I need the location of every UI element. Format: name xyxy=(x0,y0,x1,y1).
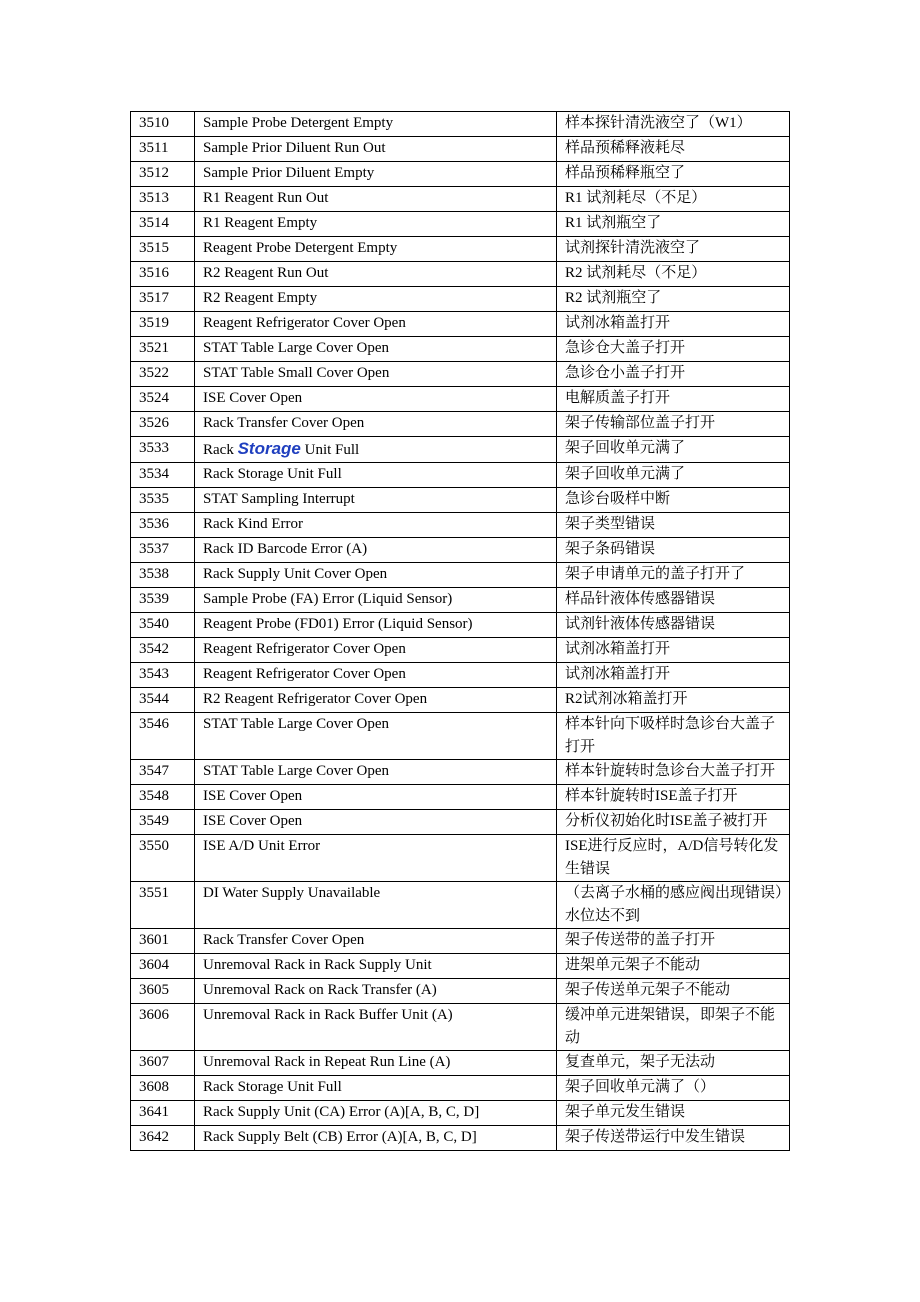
chinese-message-cell: 样品针液体传感器错误 xyxy=(557,588,790,613)
chinese-message-cell: 样品预稀释液耗尽 xyxy=(557,137,790,162)
chinese-message-cell: 样本探针清洗液空了（W1） xyxy=(557,112,790,137)
chinese-message-cell: 样本针旋转时急诊台大盖子打开 xyxy=(557,760,790,785)
english-message-cell: STAT Table Large Cover Open xyxy=(195,713,557,760)
chinese-message-cell: 架子申请单元的盖子打开了 xyxy=(557,563,790,588)
table-row xyxy=(131,954,790,979)
english-message-cell: Rack ID Barcode Error (A) xyxy=(195,538,557,563)
english-message-cell: ISE Cover Open xyxy=(195,387,557,412)
table-row xyxy=(131,262,790,287)
chinese-message-cell: 复查单元，架子无法动 xyxy=(557,1051,790,1076)
chinese-message-cell: 急诊台吸样中断 xyxy=(557,488,790,513)
error-code-cell: 3549 xyxy=(131,810,195,835)
english-message-cell: Rack Transfer Cover Open xyxy=(195,412,557,437)
error-code-cell: 3548 xyxy=(131,785,195,810)
table-row xyxy=(131,137,790,162)
english-message-cell: Rack Kind Error xyxy=(195,513,557,538)
table-row xyxy=(131,513,790,538)
error-code-cell: 3608 xyxy=(131,1076,195,1101)
error-code-cell: 3515 xyxy=(131,237,195,262)
chinese-message-cell: 架子单元发生错误 xyxy=(557,1101,790,1126)
table-row xyxy=(131,287,790,312)
table-row xyxy=(131,1051,790,1076)
table-row xyxy=(131,929,790,954)
error-code-cell: 3536 xyxy=(131,513,195,538)
chinese-message-cell: 架子类型错误 xyxy=(557,513,790,538)
chinese-message-cell: R1 试剂耗尽（不足） xyxy=(557,187,790,212)
english-message-cell: Sample Probe Detergent Empty xyxy=(195,112,557,137)
error-code-cell: 3510 xyxy=(131,112,195,137)
error-code-cell: 3546 xyxy=(131,713,195,760)
error-code-cell: 3604 xyxy=(131,954,195,979)
error-code-cell: 3538 xyxy=(131,563,195,588)
error-code-cell: 3551 xyxy=(131,882,195,929)
english-message-cell: Rack Supply Unit Cover Open xyxy=(195,563,557,588)
table-row xyxy=(131,688,790,713)
error-code-cell: 3521 xyxy=(131,337,195,362)
table-row xyxy=(131,638,790,663)
error-code-cell: 3535 xyxy=(131,488,195,513)
english-message-cell: ISE A/D Unit Error xyxy=(195,835,557,882)
chinese-message-cell: 架子传送带的盖子打开 xyxy=(557,929,790,954)
english-message-cell: Unremoval Rack on Rack Transfer (A) xyxy=(195,979,557,1004)
english-message-cell: Rack Supply Belt (CB) Error (A)[A, B, C, D] xyxy=(195,1126,557,1151)
english-message-cell: Reagent Refrigerator Cover Open xyxy=(195,638,557,663)
table-row xyxy=(131,1004,790,1051)
chinese-message-cell: 试剂冰箱盖打开 xyxy=(557,312,790,337)
error-code-cell: 3642 xyxy=(131,1126,195,1151)
chinese-message-cell: 架子传输部位盖子打开 xyxy=(557,412,790,437)
english-message-cell: R2 Reagent Empty xyxy=(195,287,557,312)
chinese-message-cell: ISE进行反应时，A/D信号转化发生错误 xyxy=(557,835,790,882)
chinese-message-cell: 样品预稀释瓶空了 xyxy=(557,162,790,187)
table-row xyxy=(131,463,790,488)
english-message-cell: R1 Reagent Run Out xyxy=(195,187,557,212)
english-message-cell: Unremoval Rack in Rack Buffer Unit (A) xyxy=(195,1004,557,1051)
error-code-cell: 3519 xyxy=(131,312,195,337)
english-message-cell xyxy=(195,437,557,463)
english-message-cell: Unremoval Rack in Repeat Run Line (A) xyxy=(195,1051,557,1076)
error-code-cell: 3543 xyxy=(131,663,195,688)
error-code-cell: 3601 xyxy=(131,929,195,954)
table-row xyxy=(131,437,790,463)
table-row xyxy=(131,588,790,613)
english-message-cell: R1 Reagent Empty xyxy=(195,212,557,237)
error-code-cell: 3511 xyxy=(131,137,195,162)
chinese-message-cell: 试剂针液体传感器错误 xyxy=(557,613,790,638)
english-message-cell: Rack Transfer Cover Open xyxy=(195,929,557,954)
chinese-message-cell: 架子回收单元满了 xyxy=(557,463,790,488)
error-code-cell: 3534 xyxy=(131,463,195,488)
error-code-cell: 3550 xyxy=(131,835,195,882)
error-code-cell: 3522 xyxy=(131,362,195,387)
chinese-message-cell: 进架单元架子不能动 xyxy=(557,954,790,979)
table-row xyxy=(131,538,790,563)
english-message-cell: STAT Table Large Cover Open xyxy=(195,337,557,362)
table-row xyxy=(131,785,790,810)
english-message-cell: STAT Table Large Cover Open xyxy=(195,760,557,785)
table-row xyxy=(131,187,790,212)
error-table-body xyxy=(131,112,790,1151)
chinese-message-cell: R1 试剂瓶空了 xyxy=(557,212,790,237)
table-row xyxy=(131,488,790,513)
english-message-cell: R2 Reagent Refrigerator Cover Open xyxy=(195,688,557,713)
table-row xyxy=(131,362,790,387)
chinese-message-cell: 架子回收单元满了（） xyxy=(557,1076,790,1101)
table-row xyxy=(131,713,790,760)
error-code-cell: 3526 xyxy=(131,412,195,437)
chinese-message-cell: 架子条码错误 xyxy=(557,538,790,563)
chinese-message-cell: 分析仪初始化时ISE盖子被打开 xyxy=(557,810,790,835)
table-row xyxy=(131,563,790,588)
message-fragment: Rack xyxy=(203,442,238,458)
table-row xyxy=(131,613,790,638)
error-code-cell: 3607 xyxy=(131,1051,195,1076)
english-message-cell: Rack Storage Unit Full xyxy=(195,463,557,488)
english-message-cell: STAT Sampling Interrupt xyxy=(195,488,557,513)
table-row xyxy=(131,212,790,237)
error-code-cell: 3539 xyxy=(131,588,195,613)
table-row xyxy=(131,162,790,187)
table-row xyxy=(131,663,790,688)
error-code-cell: 3544 xyxy=(131,688,195,713)
error-code-cell: 3547 xyxy=(131,760,195,785)
message-fragment: Unit Full xyxy=(300,442,360,458)
error-code-cell: 3512 xyxy=(131,162,195,187)
english-message-cell: R2 Reagent Run Out xyxy=(195,262,557,287)
chinese-message-cell: （去离子水桶的感应阀出现错误）水位达不到 xyxy=(557,882,790,929)
table-row xyxy=(131,979,790,1004)
english-message-cell: Rack Storage Unit Full xyxy=(195,1076,557,1101)
english-message-cell: Reagent Refrigerator Cover Open xyxy=(195,312,557,337)
error-code-cell: 3533 xyxy=(131,437,195,463)
error-code-cell: 3514 xyxy=(131,212,195,237)
error-code-cell: 3605 xyxy=(131,979,195,1004)
english-message-cell: Reagent Probe Detergent Empty xyxy=(195,237,557,262)
table-row xyxy=(131,387,790,412)
chinese-message-cell: R2试剂冰箱盖打开 xyxy=(557,688,790,713)
english-message-cell: Reagent Probe (FD01) Error (Liquid Sensor) xyxy=(195,613,557,638)
error-code-cell: 3524 xyxy=(131,387,195,412)
english-message-cell: ISE Cover Open xyxy=(195,785,557,810)
english-message-cell: DI Water Supply Unavailable xyxy=(195,882,557,929)
table-row xyxy=(131,112,790,137)
chinese-message-cell: 电解质盖子打开 xyxy=(557,387,790,412)
table-row xyxy=(131,1126,790,1151)
table-row xyxy=(131,882,790,929)
table-row xyxy=(131,810,790,835)
error-code-cell: 3517 xyxy=(131,287,195,312)
table-row xyxy=(131,412,790,437)
error-code-cell: 3606 xyxy=(131,1004,195,1051)
error-code-cell: 3542 xyxy=(131,638,195,663)
chinese-message-cell: 缓冲单元进架错误，即架子不能动 xyxy=(557,1004,790,1051)
chinese-message-cell: 样本针向下吸样时急诊台大盖子打开 xyxy=(557,713,790,760)
chinese-message-cell: 试剂冰箱盖打开 xyxy=(557,638,790,663)
english-message-cell: Sample Prior Diluent Empty xyxy=(195,162,557,187)
table-row xyxy=(131,1076,790,1101)
table-row xyxy=(131,1101,790,1126)
english-message-cell: Sample Prior Diluent Run Out xyxy=(195,137,557,162)
english-message-cell: STAT Table Small Cover Open xyxy=(195,362,557,387)
chinese-message-cell: 样本针旋转时ISE盖子打开 xyxy=(557,785,790,810)
table-row xyxy=(131,760,790,785)
error-code-cell: 3537 xyxy=(131,538,195,563)
english-message-cell: Reagent Refrigerator Cover Open xyxy=(195,663,557,688)
english-message-cell: ISE Cover Open xyxy=(195,810,557,835)
table-row xyxy=(131,237,790,262)
english-message-cell: Sample Probe (FA) Error (Liquid Sensor) xyxy=(195,588,557,613)
chinese-message-cell: 试剂冰箱盖打开 xyxy=(557,663,790,688)
chinese-message-cell: 急诊仓大盖子打开 xyxy=(557,337,790,362)
error-code-cell: 3540 xyxy=(131,613,195,638)
chinese-message-cell: 架子传送带运行中发生错误 xyxy=(557,1126,790,1151)
chinese-message-cell: R2 试剂瓶空了 xyxy=(557,287,790,312)
chinese-message-cell: R2 试剂耗尽（不足） xyxy=(557,262,790,287)
chinese-message-cell: 架子传送单元架子不能动 xyxy=(557,979,790,1004)
error-code-cell: 3641 xyxy=(131,1101,195,1126)
highlighted-word: Storage xyxy=(237,439,301,458)
chinese-message-cell: 急诊仓小盖子打开 xyxy=(557,362,790,387)
chinese-message-cell: 架子回收单元满了 xyxy=(557,437,790,463)
error-code-cell: 3513 xyxy=(131,187,195,212)
english-message-cell: Rack Supply Unit (CA) Error (A)[A, B, C, D] xyxy=(195,1101,557,1126)
chinese-message-cell: 试剂探针清洗液空了 xyxy=(557,237,790,262)
error-code-table xyxy=(130,111,790,1151)
table-row xyxy=(131,312,790,337)
table-row xyxy=(131,337,790,362)
table-row xyxy=(131,835,790,882)
error-code-cell: 3516 xyxy=(131,262,195,287)
english-message-cell: Unremoval Rack in Rack Supply Unit xyxy=(195,954,557,979)
